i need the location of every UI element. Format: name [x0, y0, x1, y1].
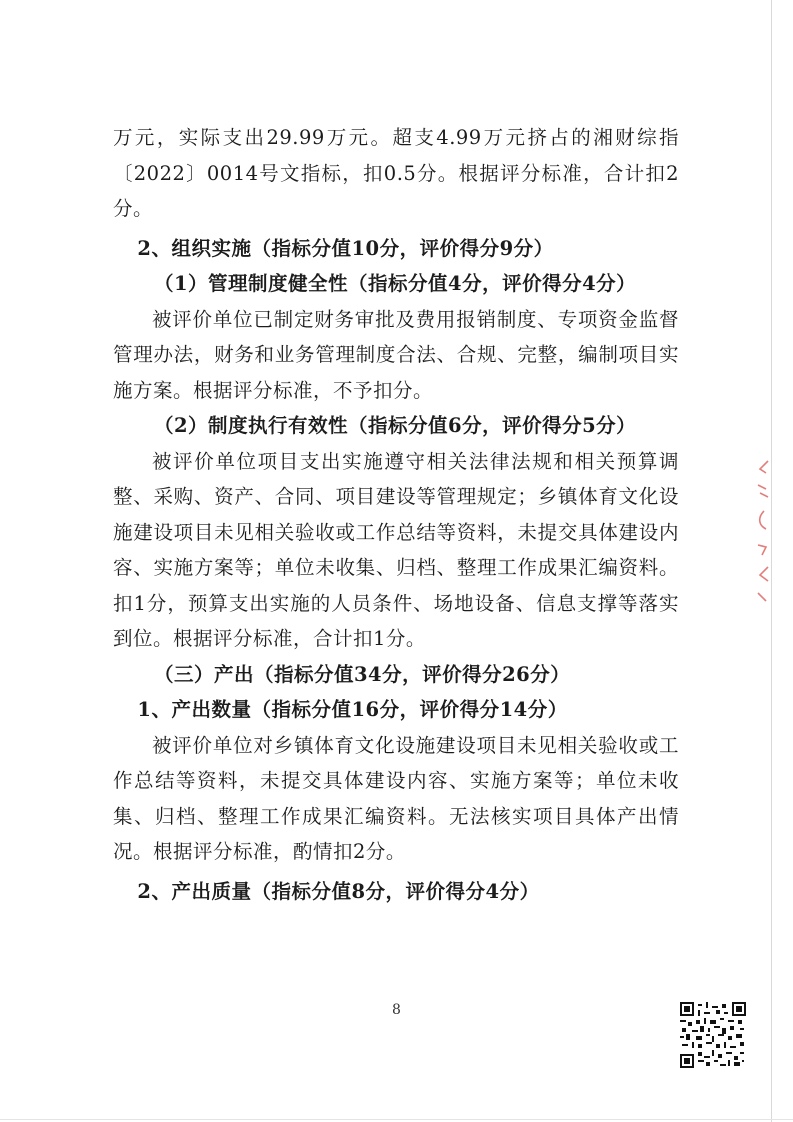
section-heading: （三）产出（指标分值34分，评价得分26分）	[153, 662, 571, 686]
subsection-heading: （1）管理制度健全性（指标分值4分，评价得分4分）	[153, 272, 637, 295]
subsection-heading: （2）制度执行有效性（指标分值6分，评价得分5分）	[153, 414, 637, 437]
paragraph: 被评价单位已制定财务审批及费用报销制度、专项资金监督管理办法，财务和业务管理制度合法、合规、完整，编制项目实施方案。根据评分标准，不予扣分。	[113, 307, 679, 402]
section-heading: 2、组织实施（指标分值10分，评价得分9分）	[137, 236, 554, 260]
paragraph: 被评价单位对乡镇体育文化设施建设项目未见相关验收或工作总结等资料，未提交具体建设内容、实施方案等；单位未收集、归档、整理工作成果汇编资料。无法核实项目具体产出情况。根据评分标准，酌情扣2分。	[113, 733, 679, 863]
page-number: 8	[392, 1002, 401, 1018]
seal-fragment-icon	[752, 455, 772, 605]
paragraph: 万元，实际支出29.99万元。超支4.99万元挤占的湘财综指〔2022〕0014号文指标，扣0.5分。根据评分标准，合计扣2分。	[113, 126, 679, 220]
section-heading: 1、产出数量（指标分值16分，评价得分14分）	[137, 698, 568, 721]
page-edge-line	[0, 1119, 793, 1120]
document-body	[113, 120, 679, 909]
section-heading: 2、产出质量（指标分值8分，评价得分4分）	[137, 879, 540, 903]
paragraph: 被评价单位项目支出实施遵守相关法律法规和相关预算调整、采购、资产、合同、项目建设等管理规定；乡镇体育文化设施建设项目未见相关验收或工作总结等资料，未提交具体建设内容、实施方案等；单位未收集、归档、整理工作成果汇编资料。扣1分，预算支出实施的人员条件、场地设备、信息支撑等落实到位。根据评分标准，合计扣1分。	[113, 449, 679, 650]
qr-code-icon	[680, 1002, 746, 1068]
